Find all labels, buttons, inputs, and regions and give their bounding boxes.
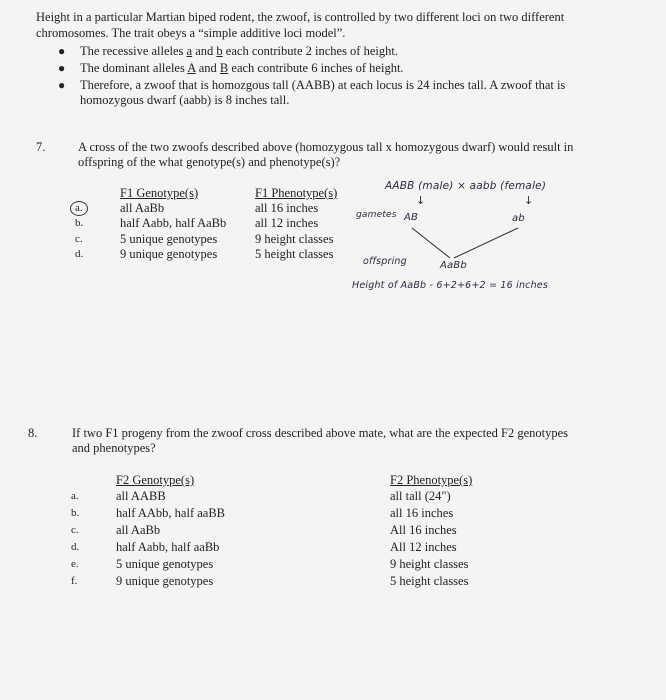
- handwritten-gamete-ab-dominant: AB: [404, 212, 419, 223]
- q8-option-c-letter[interactable]: c.: [71, 524, 79, 536]
- intro-line-1: Height in a particular Martian biped rodent, the zwoof, is controlled by two different loci on two different: [36, 10, 565, 24]
- handwritten-gametes-label: gametes: [356, 210, 397, 220]
- bullet-text: each contribute 6 inches of height.: [228, 61, 404, 75]
- q8-prompt-line-2: and phenotypes?: [72, 441, 156, 455]
- q7-prompt-line-1: A cross of the two zwoofs described above (homozygous tall x homozygous dwarf) would result in: [78, 140, 574, 154]
- q7-option-a-letter[interactable]: a.: [75, 202, 83, 214]
- bullet-text: and: [192, 44, 217, 58]
- q7-genotype-header: F1 Genotype(s): [120, 186, 199, 200]
- q8-option-f-phenotype: 5 height classes: [390, 574, 469, 588]
- q8-option-d-phenotype: All 12 inches: [390, 540, 457, 554]
- bullet-text: The recessive alleles: [80, 44, 187, 58]
- q7-option-c-phenotype: 9 height classes: [255, 232, 334, 246]
- handwritten-cross: AABB (male) × aabb (female): [385, 180, 547, 192]
- bullet-text: and: [195, 61, 220, 75]
- q8-genotype-header: F2 Genotype(s): [116, 473, 195, 487]
- q7-option-d-genotype: 9 unique genotypes: [120, 247, 218, 261]
- q8-option-c-phenotype: All 16 inches: [390, 523, 457, 537]
- q8-number: 8.: [28, 426, 38, 440]
- bullet-dot-icon: ●: [58, 44, 66, 58]
- q7-option-a-phenotype: all 16 inches: [255, 201, 319, 215]
- bullet-therefore-line-1: Therefore, a zwoof that is homozgous tall (AABB) at each locus is 24 inches tall. A zwoof that is: [80, 78, 566, 92]
- bullet-dot-icon: ●: [58, 78, 66, 92]
- q8-option-d-genotype: half Aabb, half aaBb: [116, 540, 220, 554]
- handwritten-gamete-ab-recessive: ab: [512, 213, 525, 224]
- q7-phenotype-header: F1 Phenotype(s): [255, 186, 338, 200]
- q8-option-a-phenotype: all tall (24"): [390, 489, 451, 503]
- allele: b: [216, 44, 223, 58]
- q8-option-d-letter[interactable]: d.: [71, 541, 80, 553]
- q8-option-b-genotype: half AAbb, half aaBB: [116, 506, 226, 520]
- q7-prompt-line-2: offspring of the what genotype(s) and phenotype(s)?: [78, 155, 341, 169]
- q7-option-c-letter[interactable]: c.: [75, 233, 83, 245]
- arrow-down-icon: ↓: [416, 194, 426, 207]
- q8-option-f-genotype: 9 unique genotypes: [116, 574, 214, 588]
- q8-option-a-genotype: all AABB: [116, 489, 166, 503]
- bullet-dot-icon: ●: [58, 61, 66, 75]
- q7-option-d-phenotype: 5 height classes: [255, 247, 334, 261]
- q8-prompt-line-1: If two F1 progeny from the zwoof cross described above mate, what are the expected F2 genotypes: [72, 426, 569, 440]
- q7-option-b-phenotype: all 12 inches: [255, 216, 319, 230]
- allele: B: [219, 61, 229, 75]
- cross-line-left: [412, 228, 450, 258]
- q8-option-e-genotype: 5 unique genotypes: [116, 557, 214, 571]
- arrow-down-icon: ↓: [524, 194, 534, 207]
- q8-option-e-phenotype: 9 height classes: [390, 557, 469, 571]
- handwritten-offspring-genotype: AaBb: [440, 260, 467, 271]
- intro-line-2: chromosomes. The trait obeys a “simple additive loci model”.: [36, 26, 346, 40]
- q8-option-f-letter[interactable]: f.: [71, 575, 78, 587]
- cross-line-right: [454, 228, 518, 258]
- bullet-text: The dominant alleles: [80, 61, 188, 75]
- bullet-text: each contribute 2 inches of height.: [222, 44, 398, 58]
- bullet-therefore-line-2: homozygous dwarf (aabb) is 8 inches tall.: [80, 93, 290, 107]
- q7-option-c-genotype: 5 unique genotypes: [120, 232, 218, 246]
- handwritten-height-calculation: Height of AaBb - 6+2+6+2 = 16 inches: [352, 280, 548, 291]
- q7-option-b-letter[interactable]: b.: [75, 217, 84, 229]
- q7-option-d-letter[interactable]: d.: [75, 248, 84, 260]
- q7-option-a-genotype: all AaBb: [120, 201, 165, 215]
- q7-number: 7.: [36, 140, 46, 154]
- q8-option-a-letter[interactable]: a.: [71, 490, 79, 502]
- q8-option-c-genotype: all AaBb: [116, 523, 161, 537]
- q8-option-b-phenotype: all 16 inches: [390, 506, 454, 520]
- q8-option-b-letter[interactable]: b.: [71, 507, 80, 519]
- q8-phenotype-header: F2 Phenotype(s): [390, 473, 473, 487]
- allele: a: [186, 44, 193, 58]
- handwritten-offspring-label: offspring: [363, 256, 407, 267]
- allele: A: [187, 61, 196, 75]
- q8-option-e-letter[interactable]: e.: [71, 558, 79, 570]
- q7-option-b-genotype: half Aabb, half AaBb: [120, 216, 227, 230]
